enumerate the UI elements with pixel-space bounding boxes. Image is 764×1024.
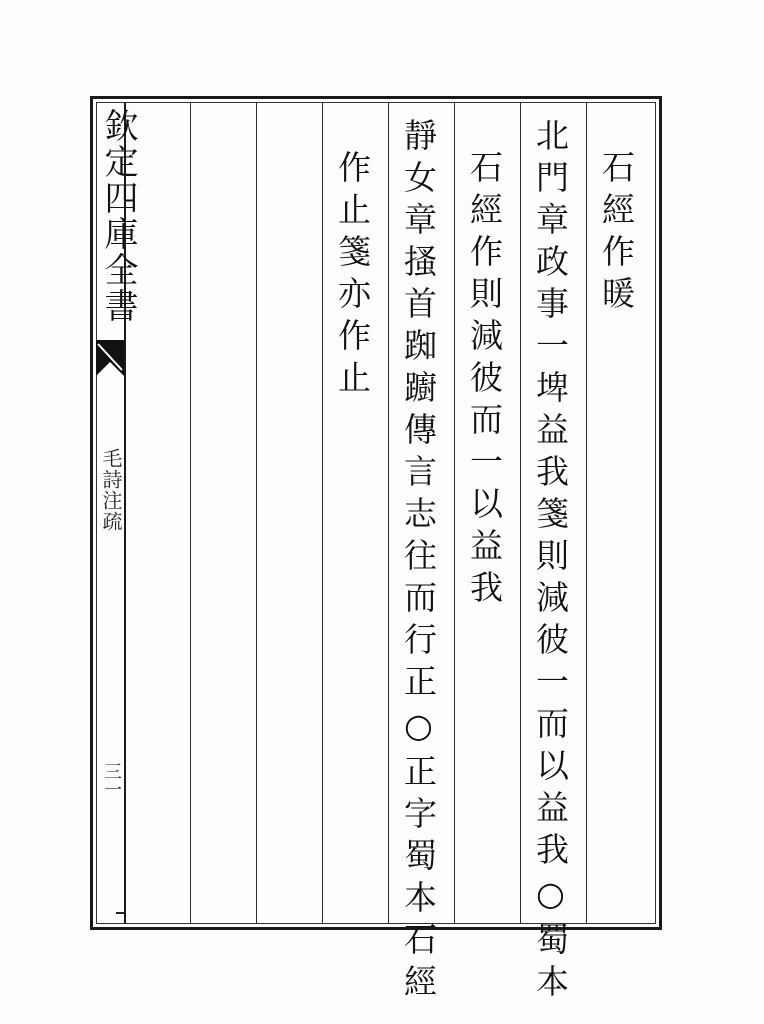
fishtail-mark-icon <box>96 340 124 376</box>
column-rule <box>454 102 455 924</box>
text-column: 石經作暖 <box>597 150 636 318</box>
column-rule <box>322 102 323 924</box>
column-rule <box>190 102 191 924</box>
column-rule <box>256 102 257 924</box>
text-column: 靜女章搔首踟躕傳言志往而行正○正字蜀本石經 <box>399 118 438 1006</box>
text-column: 北門章政事一埤益我箋則減彼一而以益我○蜀本 <box>531 118 570 1006</box>
text-column: 作止箋亦作止 <box>333 150 372 402</box>
book-title: 欽定四庫全書 <box>98 108 138 324</box>
column-rule <box>586 102 587 924</box>
text-column: 石經作則減彼而一以益我 <box>465 150 504 612</box>
column-rule <box>388 102 389 924</box>
section-title: 毛詩注疏 <box>99 448 123 532</box>
column-rule <box>520 102 521 924</box>
margin-tick <box>116 912 124 914</box>
inner-border <box>96 102 656 924</box>
page-number: 三一 <box>101 762 122 798</box>
